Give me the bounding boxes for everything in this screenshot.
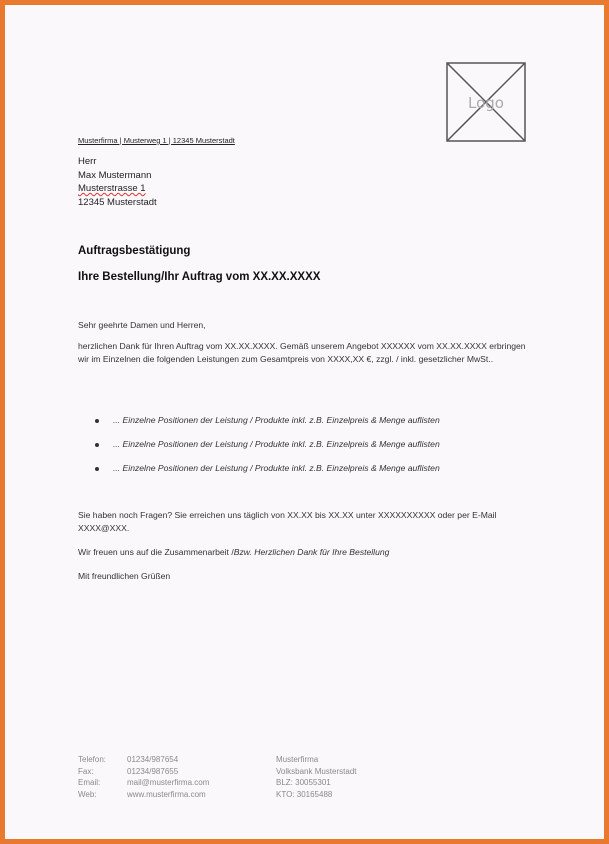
- footer-fax: 01234/987655: [127, 766, 179, 776]
- letter-salutation: Sehr geehrte Damen und Herren,: [78, 320, 206, 330]
- footer-bank-name: Volksbank Musterstadt: [276, 766, 357, 776]
- list-item: [95, 463, 535, 487]
- item-text: ... Einzelne Positionen der Leistung / Produkte inkl. z.B. Einzelpreis & Menge auflisten: [113, 463, 440, 473]
- logo-text: Logo: [468, 94, 504, 112]
- subject-title: Auftragsbestätigung: [78, 245, 191, 257]
- list-item: [95, 439, 535, 463]
- item-text: ... Einzelne Positionen der Leistung / Produkte inkl. z.B. Einzelpreis & Menge auflisten: [113, 415, 440, 425]
- footer-web: www.musterfirma.com: [127, 789, 206, 799]
- letter-thanks: [78, 546, 538, 559]
- list-item: [95, 415, 535, 439]
- footer-blz: BLZ: 30055301: [276, 778, 331, 788]
- footer-account: KTO: 30165488: [276, 789, 333, 799]
- footer-phone: 01234/987654: [127, 755, 179, 764]
- bullet-icon: [95, 419, 99, 423]
- footer-label: Email:: [78, 778, 101, 788]
- thanks-italic: Bzw. Herzlichen Dank für Ihre Bestellung: [233, 547, 390, 557]
- sender-line: Musterfirma | Musterweg 1 | 12345 Musterstadt: [78, 136, 235, 145]
- letter-page: [5, 5, 604, 839]
- footer-contact-labels: [78, 754, 106, 800]
- letter-questions: Sie haben noch Fragen? Sie erreichen uns täglich von XX.XX bis XX.XX unter XXXXXXXXXX oder per E-Mail XXXX@XXX.: [78, 510, 497, 533]
- footer-email: mail@musterfirma.com: [127, 778, 210, 788]
- item-list: [95, 415, 535, 487]
- recipient-salutation: Herr: [78, 156, 97, 167]
- item-text: ... Einzelne Positionen der Leistung / Produkte inkl. z.B. Einzelpreis & Menge auflisten: [113, 439, 440, 449]
- letter-closing: Mit freundlichen Grüßen: [78, 571, 171, 581]
- recipient-name: Max Mustermann: [78, 169, 152, 181]
- bullet-icon: [95, 467, 99, 471]
- recipient-address: [78, 155, 157, 209]
- footer-contact-values: [127, 754, 209, 800]
- logo-placeholder: [446, 62, 526, 142]
- footer-label: Fax:: [78, 766, 94, 776]
- footer-bank-details: [276, 754, 356, 800]
- letter-intro: herzlichen Dank für Ihren Auftrag vom XX.XX.XXXX. Gemäß unserem Angebot XXXXXX vom XX.XX.XXXX erbringen wir im Einzelnen die folgenden Leistungen zum Gesamtpreis von XXXX,XX €, zzgl. / inkl. gesetzlicher MwSt..: [78, 341, 526, 364]
- recipient-street: Musterstrasse 1: [78, 183, 146, 194]
- footer-company: Musterfirma: [276, 755, 319, 764]
- thanks-prefix: Wir freuen uns auf die Zusammenarbeit /: [78, 547, 234, 557]
- bullet-icon: [95, 443, 99, 447]
- subject-reference: Ihre Bestellung/Ihr Auftrag vom XX.XX.XXXX: [78, 271, 321, 283]
- footer-label: Telefon:: [78, 755, 107, 764]
- footer-label: Web:: [78, 789, 97, 799]
- recipient-city: 12345 Musterstadt: [78, 196, 157, 208]
